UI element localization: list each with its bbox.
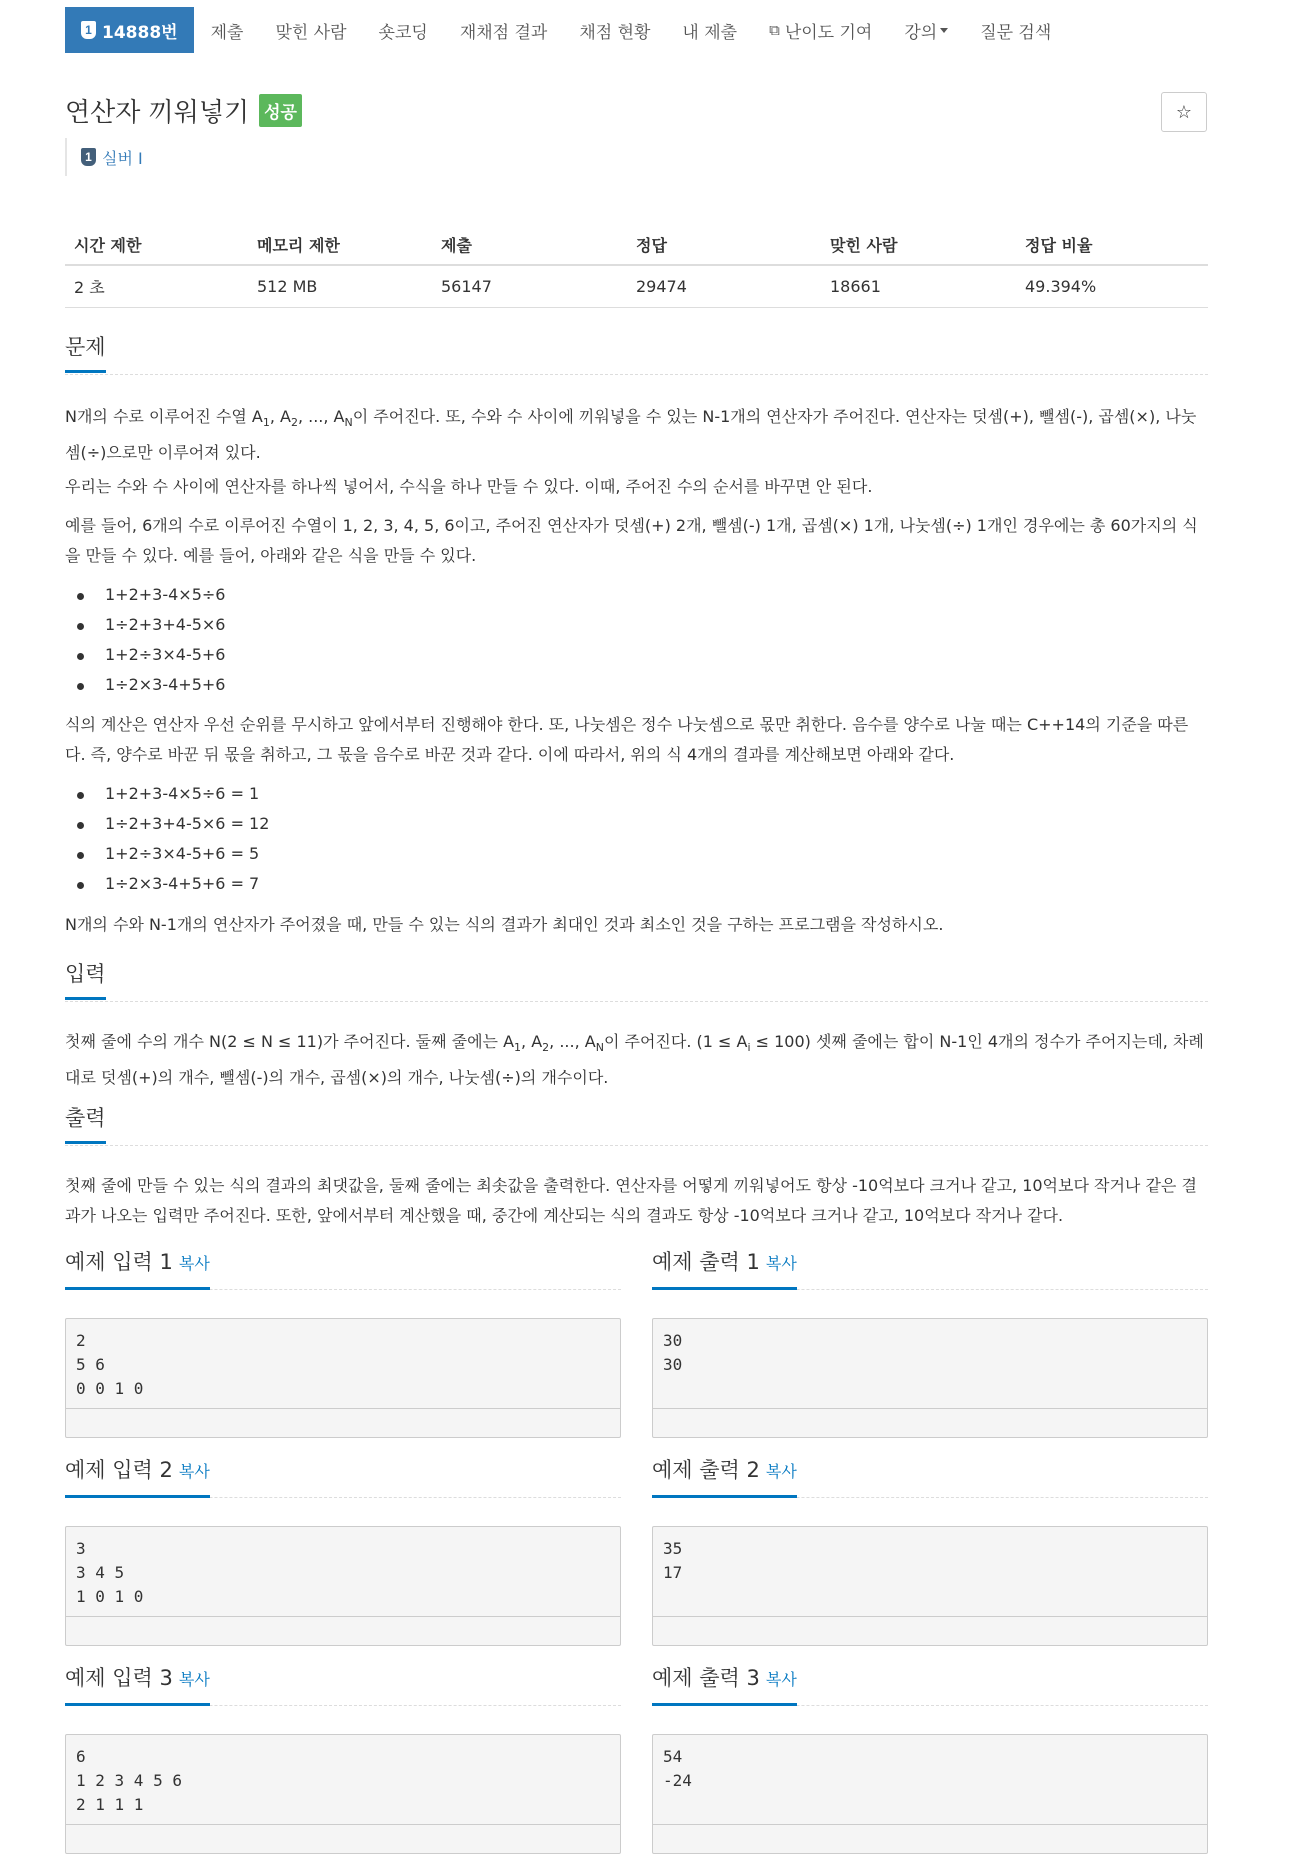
copy-sample-input-3-button[interactable]: 복사 bbox=[178, 1670, 210, 1689]
submissions-value: 56147 bbox=[432, 265, 627, 307]
section-title-input: 입력 bbox=[65, 960, 106, 1000]
sample-input-3-title: 예제 입력 3 bbox=[65, 1666, 173, 1690]
sample-output-2-box[interactable]: 35 17 bbox=[652, 1526, 1208, 1646]
tab-my-submissions[interactable]: 내 제출 bbox=[682, 22, 738, 43]
header-submissions: 제출 bbox=[432, 225, 627, 265]
tab-question-search[interactable]: 질문 검색 bbox=[980, 22, 1052, 43]
sample-output-1-header bbox=[652, 1248, 1208, 1290]
header-memory-limit: 메모리 제한 bbox=[248, 225, 432, 265]
output-description: 첫째 줄에 만들 수 있는 식의 결과의 최댓값을, 둘째 줄에는 최솟값을 출력한다. 연산자를 어떻게 끼워넣어도 항상 -10억보다 크거나 같고, 10억보다 작거나 같은 결과가 나오는 입력만 주어진다. 또한, 앞에서부터 계산했을 때, 중간에 계산되는 식의 결과도 항상 -10억보다 크거나 같고, 10억보다 작거나 같다. bbox=[65, 1176, 1197, 1225]
copy-sample-input-2-button[interactable]: 복사 bbox=[178, 1462, 210, 1481]
tab-solved-users[interactable]: 맞힌 사람 bbox=[275, 22, 347, 43]
tab-lectures-dropdown[interactable]: 강의 bbox=[904, 7, 948, 53]
sample-input-1-box[interactable]: 2 5 6 0 0 1 0 bbox=[65, 1318, 621, 1438]
tab-difficulty-contribution[interactable]: ⧉ 난이도 기여 bbox=[769, 21, 873, 43]
problem-paragraph-1: N개의 수로 이루어진 수열 $A_1$, $A_2$, ..., $A_N$이 주어진다. 또, 수와 수 사이에 끼워넣을 수 있는 N-1개의 연산자가 주어진다. 연산자는 덧셈(+), 뺄셈(-), 곱셈(×), 나눗셈(÷)으로만 이루어져 있다. bbox=[65, 407, 1197, 463]
output-section-header bbox=[65, 1104, 1208, 1146]
copy-sample-input-1-button[interactable]: 복사 bbox=[178, 1254, 210, 1273]
title-row bbox=[65, 92, 302, 129]
accepted-value: 29474 bbox=[627, 265, 821, 307]
header-accept-ratio: 정답 비율 bbox=[1016, 225, 1208, 265]
external-link-icon: ⧉ bbox=[769, 21, 780, 39]
copy-sample-output-2-button[interactable]: 복사 bbox=[765, 1462, 797, 1481]
example-expression-list bbox=[65, 580, 225, 700]
solved-users-value: 18661 bbox=[821, 265, 1016, 307]
star-button[interactable]: ☆ bbox=[1161, 92, 1207, 132]
list-item: 1÷2+3+4-5×6 = 12 bbox=[65, 809, 269, 839]
tier-badge-icon: 1 bbox=[81, 21, 96, 39]
input-section-header bbox=[65, 960, 1208, 1002]
caret-down-icon bbox=[940, 28, 948, 33]
example-result-list bbox=[65, 779, 269, 899]
problem-paragraph-5: N개의 수와 N-1개의 연산자가 주어졌을 때, 만들 수 있는 식의 결과가 최대인 것과 최소인 것을 구하는 프로그램을 작성하시오. bbox=[65, 915, 944, 934]
time-limit-value: 2 초 bbox=[65, 265, 248, 307]
header-solved-users: 맞힌 사람 bbox=[821, 225, 1016, 265]
memory-limit-value: 512 MB bbox=[248, 265, 432, 307]
sample-input-2-title: 예제 입력 2 bbox=[65, 1458, 173, 1482]
sample-input-1-title: 예제 입력 1 bbox=[65, 1250, 173, 1274]
sample-output-2-title: 예제 출력 2 bbox=[652, 1458, 760, 1482]
sample-output-3-box[interactable]: 54 -24 bbox=[652, 1734, 1208, 1854]
tab-rejudge-results[interactable]: 재채점 결과 bbox=[459, 22, 548, 43]
list-item: 1÷2×3-4+5+6 = 7 bbox=[65, 869, 269, 899]
tab-short-coding[interactable]: 숏코딩 bbox=[378, 22, 428, 43]
list-item: 1+2÷3×4-5+6 = 5 bbox=[65, 839, 269, 869]
copy-sample-output-1-button[interactable]: 복사 bbox=[765, 1254, 797, 1273]
list-item: 1+2+3-4×5÷6 = 1 bbox=[65, 779, 269, 809]
problem-title: 연산자 끼워넣기 bbox=[65, 98, 250, 128]
copy-sample-output-3-button[interactable]: 복사 bbox=[765, 1670, 797, 1689]
problem-info-table bbox=[65, 225, 1208, 308]
problem-paragraph-4: 식의 계산은 연산자 우선 순위를 무시하고 앞에서부터 진행해야 한다. 또, 나눗셈은 정수 나눗셈으로 몫만 취한다. 음수를 양수로 나눌 때는 C++14의 기준을 따른다. 즉, 양수로 바꾼 뒤 몫을 취하고, 그 몫을 음수로 바꾼 것과 같다. 이에 따라서, 위의 식 4개의 결과를 계산해보면 아래와 같다. bbox=[65, 715, 1189, 764]
sample-output-2-header bbox=[652, 1456, 1208, 1498]
problem-paragraph-3: 예를 들어, 6개의 수로 이루어진 수열이 1, 2, 3, 4, 5, 6이고, 주어진 연산자가 덧셈(+) 2개, 뺄셈(-) 1개, 곱셈(×) 1개, 나눗셈(÷) 1개인 경우에는 총 60가지의 식을 만들 수 있다. 예를 들어, 아래와 같은 식을 만들 수 있다. bbox=[65, 516, 1198, 565]
tab-problem[interactable] bbox=[65, 7, 194, 53]
list-item: 1÷2×3-4+5+6 bbox=[65, 670, 225, 700]
problem-menu bbox=[65, 7, 1083, 53]
section-title-problem: 문제 bbox=[65, 333, 106, 373]
list-item: 1+2+3-4×5÷6 bbox=[65, 580, 225, 610]
input-description: 첫째 줄에 수의 개수 N(2 ≤ N ≤ 11)가 주어진다. 둘째 줄에는 $A_1$, $A_2$, ..., $A_N$이 주어진다. $(1 \le A_i \le 100)$ 셋째 줄에는 합이 N-1인 4개의 정수가 주어지는데, 차례대로 덧셈(+)의 개수, 뺄셈(-)의 개수, 곱셈(×)의 개수, 나눗셈(÷)의 개수이다. bbox=[65, 1032, 1204, 1088]
tab-status[interactable]: 채점 현황 bbox=[579, 22, 651, 43]
sample-input-2-header bbox=[65, 1456, 621, 1498]
list-item: 1+2÷3×4-5+6 bbox=[65, 640, 225, 670]
problem-id: 14888번 bbox=[102, 22, 178, 43]
problem-section-header bbox=[65, 333, 1208, 375]
sample-output-3-header bbox=[652, 1664, 1208, 1706]
status-badge: 성공 bbox=[259, 94, 302, 127]
problem-paragraph-2: 우리는 수와 수 사이에 연산자를 하나씩 넣어서, 수식을 하나 만들 수 있다. 이때, 주어진 수의 순서를 바꾸면 안 된다. bbox=[65, 477, 873, 496]
section-title-output: 출력 bbox=[65, 1104, 106, 1144]
sample-input-3-box[interactable]: 6 1 2 3 4 5 6 2 1 1 1 bbox=[65, 1734, 621, 1854]
sample-output-3-title: 예제 출력 3 bbox=[652, 1666, 760, 1690]
sample-output-1-box[interactable]: 30 30 bbox=[652, 1318, 1208, 1438]
sample-input-3-header bbox=[65, 1664, 621, 1706]
header-time-limit: 시간 제한 bbox=[65, 225, 248, 265]
list-item: 1÷2+3+4-5×6 bbox=[65, 610, 225, 640]
tab-submit[interactable]: 제출 bbox=[210, 22, 244, 43]
tier-label[interactable]: 1 실버 I bbox=[65, 138, 143, 176]
accept-ratio-value: 49.394% bbox=[1016, 265, 1208, 307]
tier-icon: 1 bbox=[81, 148, 96, 166]
sample-output-1-title: 예제 출력 1 bbox=[652, 1250, 760, 1274]
sample-input-1-header bbox=[65, 1248, 621, 1290]
header-accepted: 정답 bbox=[627, 225, 821, 265]
sample-input-2-box[interactable]: 3 3 4 5 1 0 1 0 bbox=[65, 1526, 621, 1646]
